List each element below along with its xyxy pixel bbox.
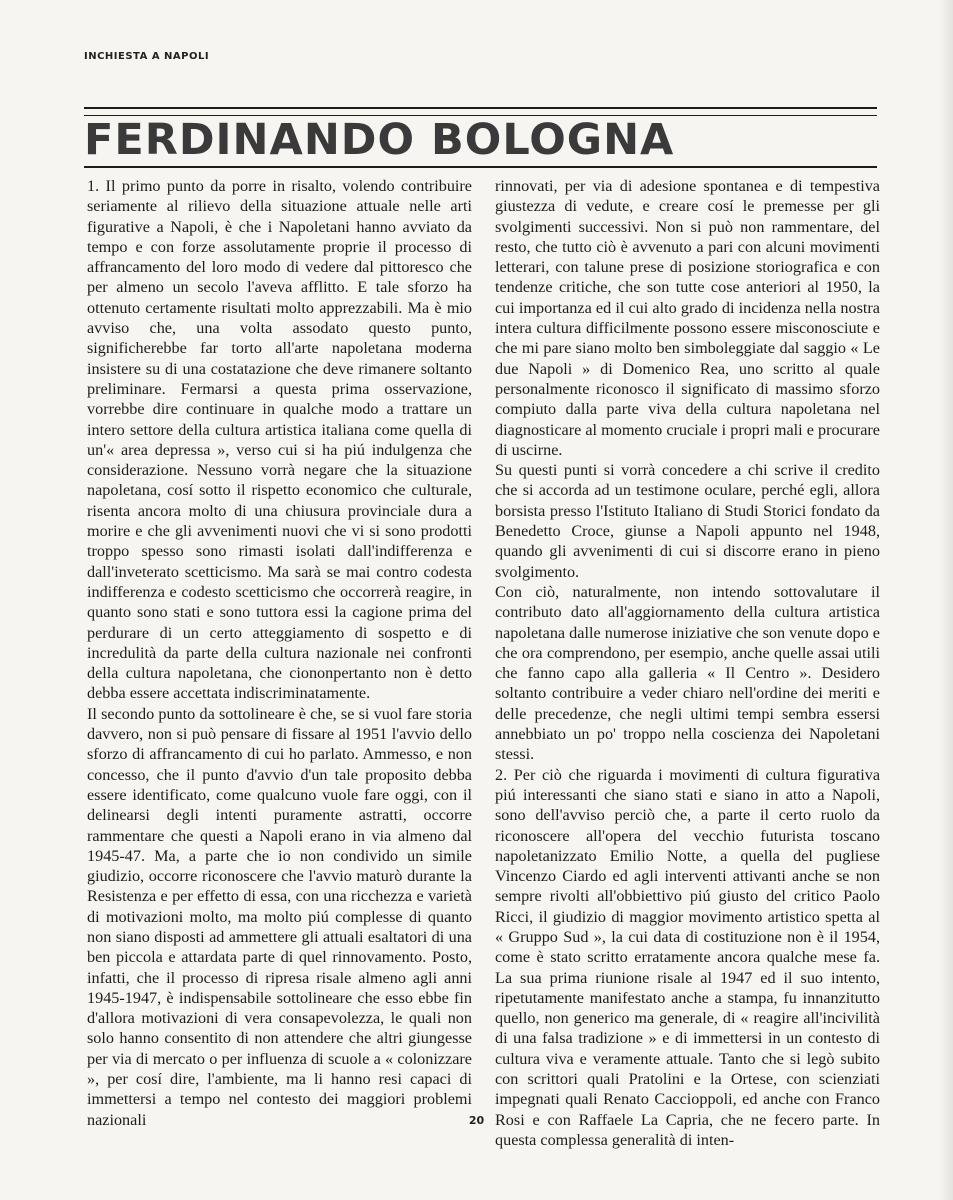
- paragraph: Con ciò, naturalmente, non intendo sottovalutare il contributo dato all'aggiornamento della cultura artistica napoletana dalle numerose iniziative che son venute dopo e che ora comprendono, per esempio, anche quelle assai utili che fanno capo alla galleria « Il Centro ». Desidero soltanto contribuire a veder chiaro nell'ordine dei meriti e delle precedenze, che negli ultimi tempi sembra essersi annebbiato un po' troppo nella coscienza dei Napoletani stessi.: [495, 582, 880, 764]
- paragraph: Su questi punti si vorrà concedere a chi scrive il credito che si accorda ad un testimone oculare, perché egli, allora borsista presso l'Istituto Italiano di Studi Storici fondato da Benedetto Croce, giunse a Napoli appunto nel 1948, quando gli avvenimenti di cui si discorre erano in pieno svolgimento.: [495, 461, 880, 581]
- article-title: FERDINANDO BOLOGNA: [84, 115, 675, 165]
- paragraph: 1. Il primo punto da porre in risalto, volendo contribuire seriamente al rilievo della situazione attuale nelle arti figurative a Napoli, è che i Napoletani hanno avviato da tempo e con forze assolutamente proprie il processo di affrancamento del loro modo di vedere dal pittoresco che per almeno un secolo l'aveva afflitto. E tale sforzo ha ottenuto certamente risultati molto apprezzabili. Ma è mio avviso che, una volta assodato questo punto, significherebbe far torto all'arte napoletana moderna insistere su di una costatazione che deve rimanere soltanto preliminare. Fermarsi a questa prima osservazione, vorrebbe dire continuare in qualche modo a trattare un intero settore della cultura artistica italiana come quella di un'« area depressa », verso cui si ha piú indulgenza che considerazione. Nessuno vorrà negare che la situazione napoletana, cosí sotto il rispetto economico che culturale, risenta ancora molto di una chiusura provinciale dura a morire e che gli avvenimenti nuovi che vi si sono prodotti troppo spesso sono rimasti isolati dall'indifferenza e dall'inveterato scetticismo. Ma sarà se mai contro codesta indifferenza e codesto scetticismo che occorrerà reagire, in quanto sono stati e sono tuttora essi la cagione prima del perdurare di un certo atteggiamento di sospetto e di incredulità da parte della cultura nazionale nei confronti della cultura napoletana, che ciononpertanto non è detto debba essere accettata indiscriminatamente.: [87, 177, 472, 703]
- text-column-right: [495, 176, 880, 1150]
- page-number: 20: [468, 1114, 485, 1127]
- running-head: INCHIESTA A NAPOLI: [84, 51, 210, 62]
- paragraph: 2. Per ciò che riguarda i movimenti di cultura figurativa piú interessanti che siano stati e siano in atto a Napoli, sono dell'avviso perciò che, a parte il certo ruolo da riconoscere all'opera del vecchio futurista toscano napoletanizzato Emilio Notte, a quella del pugliese Vincenzo Ciardo ed agli interventi attivanti anche se non sempre rivolti all'obbiettivo piú giusto del critico Paolo Ricci, il giudizio di maggior movimento artistico spetta al « Gruppo Sud », la cui data di costituzione non è il 1954, come è stato scritto erratamente ancora qualche mese fa. La sua prima riunione risale al 1947 ed il suo intento, ripetutamente manifestato anche a stampa, fu innanzitutto quello, non generico ma generale, di « reagire all'incivilità di una falsa tradizione » e di immettersi in un contesto di cultura viva e veramente attuale. Tanto che si legò subito con scrittori quali Pratolini e la Ortese, con scienziati impegnati quali Renato Caccioppoli, ed anche con Franco Rosi e con Raffaele La Capria, che ne fecero parte. In questa complessa generalità di inten-: [495, 765, 880, 1149]
- text-column-left: [87, 176, 472, 1130]
- title-top-rule: [84, 107, 877, 109]
- paragraph: rinnovati, per via di adesione spontanea e di tempestiva giustezza di vedute, e creare cosí le premesse per gli svolgimenti successivi. Non si può non rammentare, del resto, che tutto ciò è avvenuto a pari con alcuni movimenti letterari, con talune prese di posizione storiografica e con tendenze critiche, che son tutte cose anteriori al 1950, la cui importanza ed il cui alto grado di incidenza nella nostra intera cultura difficilmente possono essere misconosciute e che mi pare siano molto ben simboleggiate dal saggio « Le due Napoli » di Domenico Rea, uno scritto al quale personalmente riconosco il significato di massimo sforzo compiuto dalla parte viva della cultura napoletana nel diagnosticare al momento cruciale i propri mali e procurare di uscirne.: [495, 177, 880, 459]
- title-bottom-rule: [84, 166, 877, 168]
- paragraph: Il secondo punto da sottolineare è che, se si vuol fare storia davvero, non si può pensare di fissare al 1951 l'avvio dello sforzo di affrancamento di cui ho parlato. Ammesso, e non concesso, che il punto d'avvio d'un tale proposito debba essere identificato, come qualcuno vuole fare oggi, con il delinearsi degli intenti puramente astratti, occorre rammentare che questi a Napoli erano in via almeno dal 1945-47. Ma, a parte che io non condivido un simile giudizio, occorre riconoscere che l'avvio maturò durante la Resistenza e per effetto di essa, con una ricchezza e varietà di motivazioni molto, ma molto piú complesse di quanto non siano disposti ad ammettere gli attuali esaltatori di una ben piccola e attardata parte di quel rinnovamento. Posto, infatti, che il processo di ripresa risale almeno agli anni 1945-1947, è indispensabile sottolineare che esso ebbe fin d'allora motivazioni di vera consapevolezza, le quali non solo hanno consentito di non attendere che altri giungesse per via di mercato o per influenza di scuole a « colonizzare », per cosí dire, l'ambiente, ma li hanno resi capaci di immettersi a tempo nel contesto dei maggiori problemi nazionali: [87, 704, 472, 1129]
